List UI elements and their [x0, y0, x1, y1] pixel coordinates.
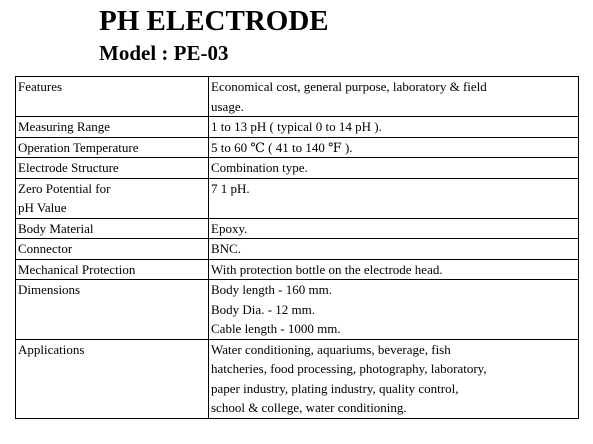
spec-label: Connector [18, 241, 73, 256]
table-row [16, 178, 579, 218]
spec-label-cell [16, 77, 209, 117]
spec-value-cell [209, 178, 579, 218]
spec-value: Epoxy. [211, 220, 248, 236]
spec-value: Cable length - 1000 mm. [211, 321, 341, 336]
table-row [16, 158, 579, 179]
spec-label-cell [16, 259, 209, 280]
spec-value: Body Dia. - 12 mm. [211, 301, 315, 317]
table-row [16, 218, 579, 239]
spec-value: Water conditioning, aquariums, beverage, fish [211, 341, 451, 357]
table-row [16, 339, 579, 418]
spec-value-cell [209, 137, 579, 158]
spec-label: Measuring Range [18, 119, 111, 134]
spec-table-body [16, 77, 579, 419]
spec-value-cell [209, 117, 579, 138]
spec-value-cell [209, 259, 579, 280]
spec-value: hatcheries, food processing, photography, laboratory, [211, 361, 487, 376]
table-row [16, 77, 579, 117]
spec-value: 5 to 60 ℃ ( 41 to 140 ℉ ). [211, 139, 353, 155]
table-row [16, 137, 579, 158]
table-row [16, 117, 579, 138]
spec-label-cell [16, 339, 209, 418]
spec-label: Dimensions [18, 282, 81, 297]
table-row [16, 280, 579, 340]
spec-value: With protection bottle on the electrode head. [211, 261, 443, 277]
spec-value: school & college, water conditioning. [211, 400, 407, 415]
document-title: PH ELECTRODE [99, 5, 329, 37]
spec-label: Operation Temperature [18, 139, 139, 155]
spec-value: BNC. [211, 241, 241, 256]
spec-label: pH Value [18, 200, 67, 215]
spec-label: Body Material [18, 220, 94, 236]
spec-value: Economical cost, general purpose, laboratory & field [211, 79, 487, 94]
spec-value: 7 1 pH. [211, 180, 250, 196]
spec-value-cell [209, 77, 579, 117]
model-number: Model : PE-03 [99, 41, 229, 65]
spec-label-cell [16, 117, 209, 138]
spec-label: Applications [18, 341, 85, 357]
spec-label: Mechanical Protection [18, 261, 136, 277]
spec-label-cell [16, 178, 209, 218]
spec-value: 1 to 13 pH ( typical 0 to 14 pH ). [211, 119, 382, 134]
spec-value-cell [209, 218, 579, 239]
spec-label-cell [16, 137, 209, 158]
spec-value: usage. [211, 98, 244, 114]
spec-value: Body length - 160 mm. [211, 282, 332, 297]
spec-value-cell [209, 239, 579, 260]
spec-label-cell [16, 158, 209, 179]
spec-value-cell [209, 280, 579, 340]
table-row [16, 259, 579, 280]
spec-value: Combination type. [211, 160, 308, 175]
spec-value-cell [209, 158, 579, 179]
spec-label: Electrode Structure [18, 160, 119, 175]
spec-value: paper industry, plating industry, quality control, [211, 380, 459, 396]
table-row [16, 239, 579, 260]
spec-label-cell [16, 239, 209, 260]
spec-label: Zero Potential for [18, 180, 111, 196]
spec-label-cell [16, 218, 209, 239]
spec-label: Features [18, 79, 63, 94]
spec-label-cell [16, 280, 209, 340]
spec-value-cell [209, 339, 579, 418]
spec-table [15, 76, 579, 419]
